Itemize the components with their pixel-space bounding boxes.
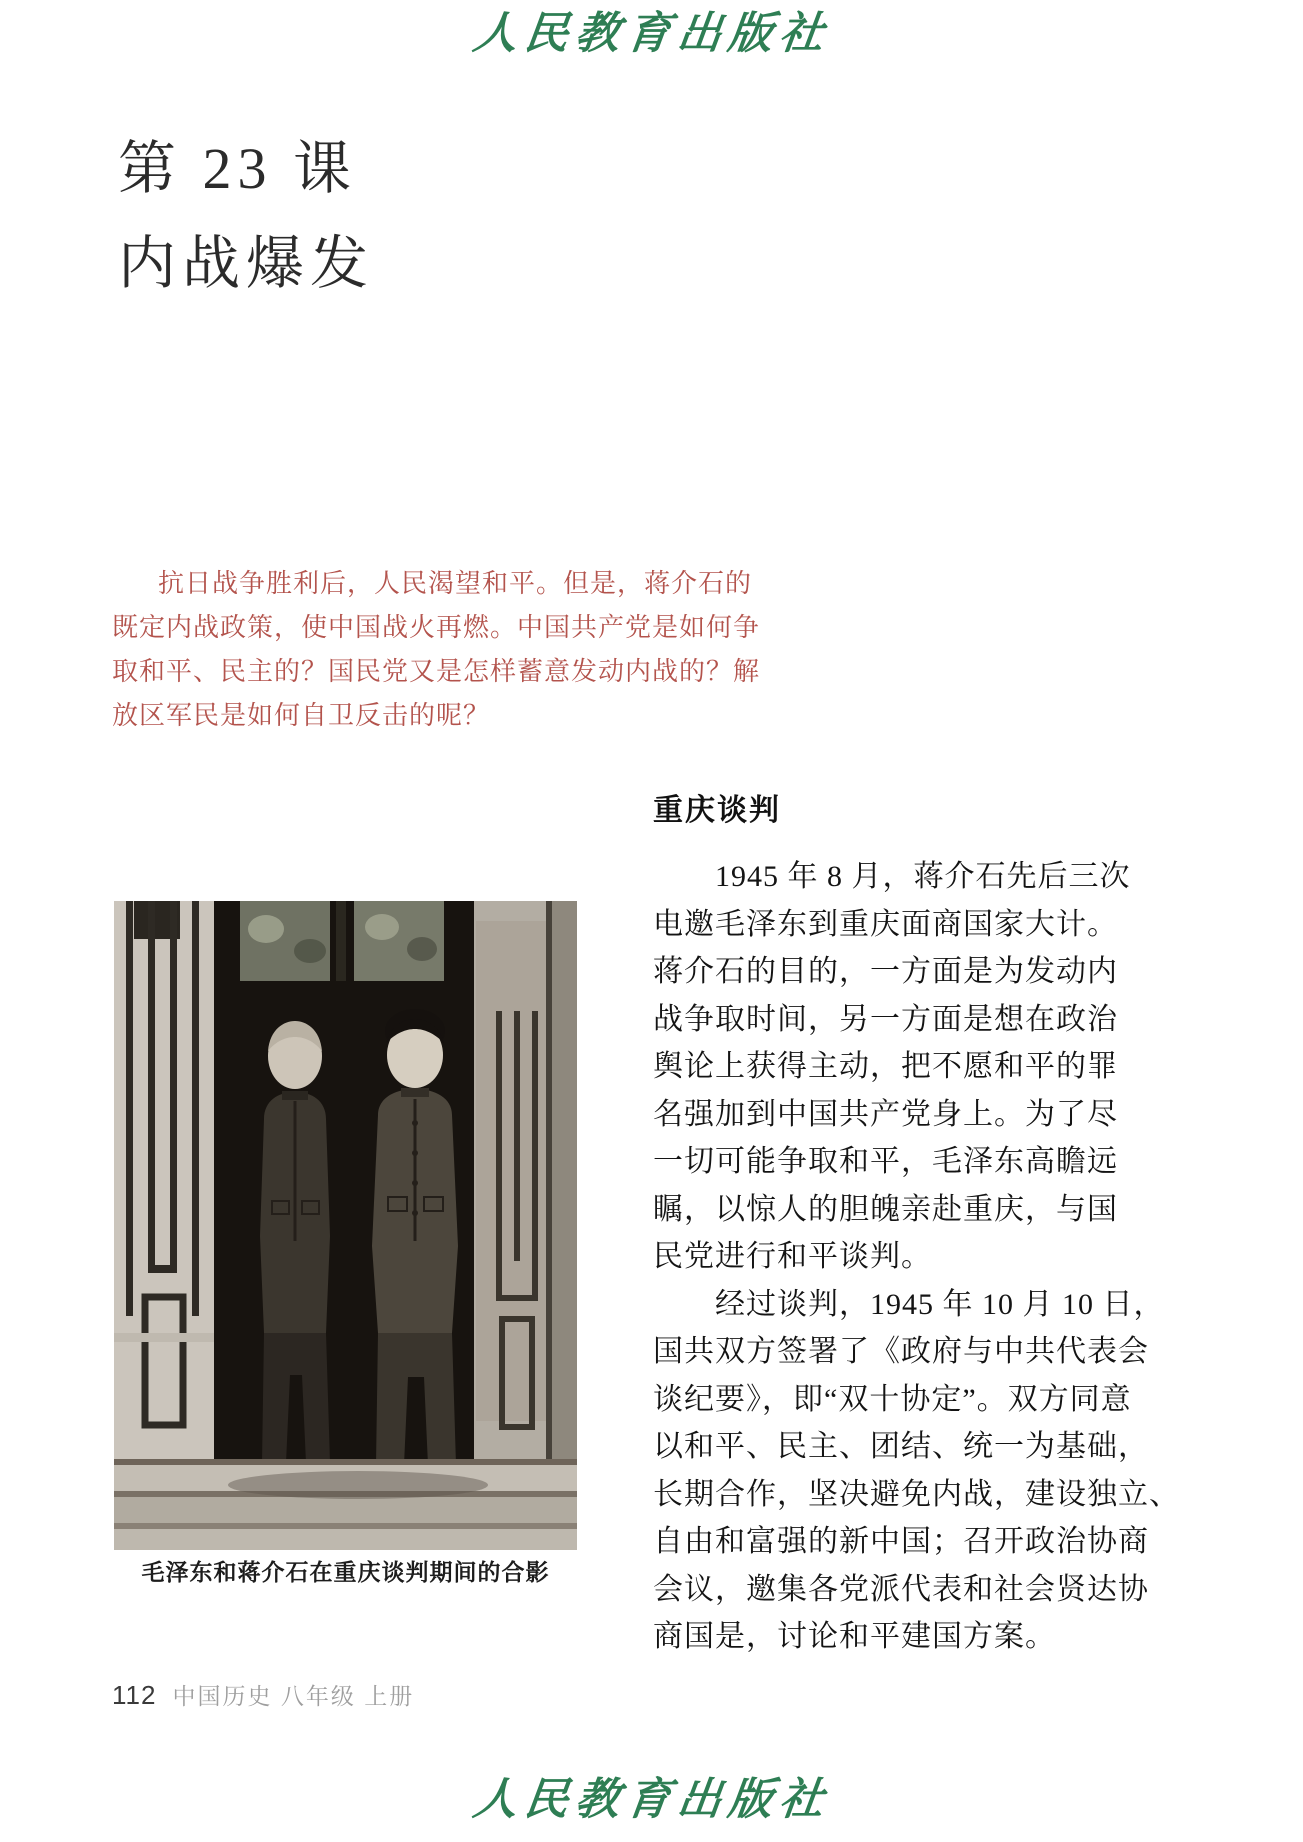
body-line: 战争取时间，另一方面是想在政治	[653, 1002, 1118, 1036]
body-line: 舆论上获得主动，把不愿和平的罪	[653, 1050, 1118, 1083]
body-line: 经过谈判，1945 年 10 月 10 日，	[715, 1287, 1165, 1321]
section-heading: 重庆谈判	[653, 794, 781, 827]
intro-line: 抗日战争胜利后，人民渴望和平。但是，蒋介石的	[158, 569, 753, 598]
body-line: 蒋介石的目的，一方面是为发动内	[653, 955, 1118, 988]
body-line: 一切可能争取和平，毛泽东高瞻远	[653, 1145, 1118, 1178]
page-footer	[112, 1678, 414, 1711]
body-line: 名强加到中国共产党身上。为了尽	[653, 1097, 1118, 1131]
body-line: 会议，邀集各党派代表和社会贤达协	[653, 1572, 1149, 1606]
body-line: 瞩，以惊人的胆魄亲赴重庆，与国	[653, 1192, 1118, 1226]
photo-mao-and-chiang	[114, 901, 577, 1550]
publisher-logo-bottom: 人民教育出版社	[469, 1774, 834, 1825]
intro-line: 取和平、民主的？国民党又是怎样蓄意发动内战的？解	[112, 657, 761, 686]
body-line: 谈纪要》，即“双十协定”。双方同意	[653, 1382, 1132, 1416]
body-line: 1945 年 8 月，蒋介石先后三次	[715, 860, 1131, 893]
body-line: 长期合作，坚决避免内战，建设独立、	[653, 1477, 1180, 1511]
intro-line: 放区军民是如何自卫反击的呢？	[112, 701, 491, 730]
body-line: 自由和富强的新中国；召开政治协商	[653, 1525, 1149, 1558]
page-number: 112	[112, 1680, 157, 1710]
lesson-title: 内战爆发	[118, 231, 375, 296]
photo-caption: 毛泽东和蒋介石在重庆谈判期间的合影	[141, 1560, 550, 1585]
body-line: 商国是，讨论和平建国方案。	[653, 1620, 1056, 1653]
lesson-number: 第 23 课	[118, 136, 358, 201]
photo-illustration	[114, 901, 577, 1550]
intro-line: 既定内战政策，使中国战火再燃。中国共产党是如何争	[112, 613, 761, 642]
book-title: 中国历史 八年级 上册	[172, 1683, 415, 1709]
body-line: 电邀毛泽东到重庆面商国家大计。	[653, 907, 1118, 941]
intro-paragraph	[112, 562, 761, 738]
body-line: 国共双方签署了《政府与中共代表会	[653, 1335, 1149, 1368]
body-line: 以和平、民主、团结、统一为基础，	[653, 1430, 1149, 1463]
publisher-logo-top: 人民教育出版社	[469, 8, 834, 59]
body-line: 民党进行和平谈判。	[653, 1240, 932, 1273]
body-column	[653, 853, 1180, 1661]
